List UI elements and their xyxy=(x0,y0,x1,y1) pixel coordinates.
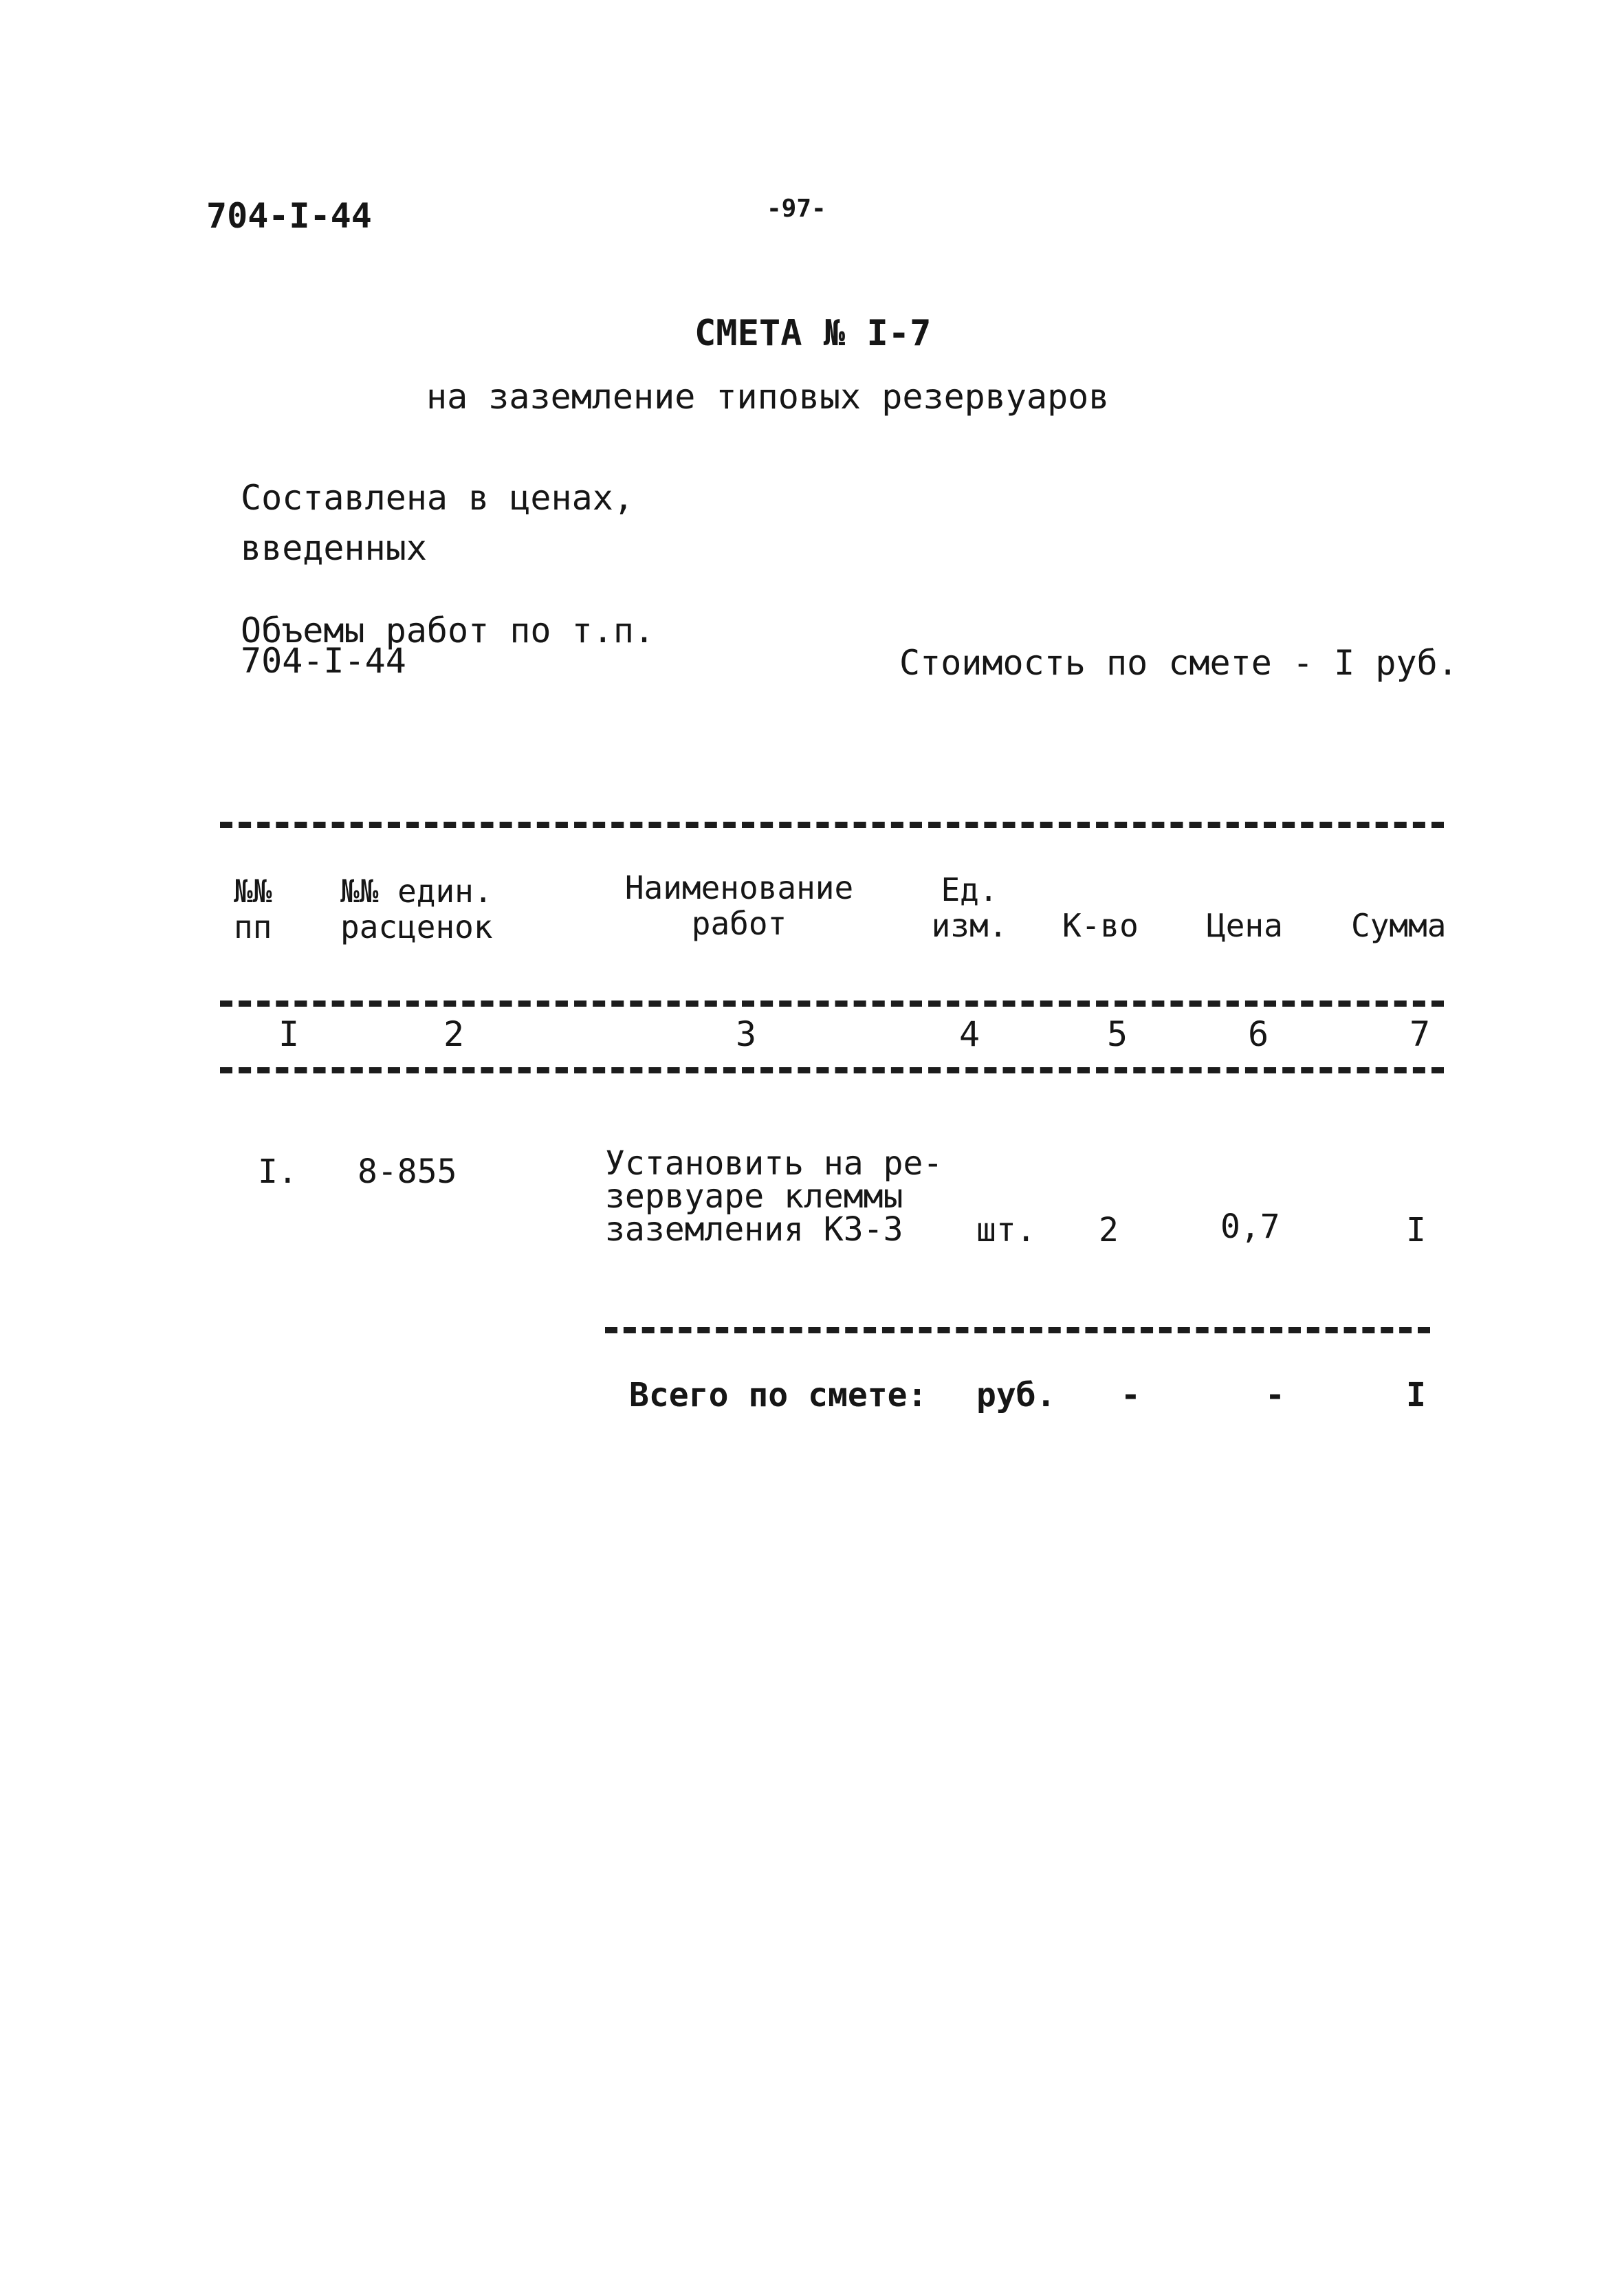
table-top-rule xyxy=(220,822,1444,828)
table-row-1-price: 0,7 xyxy=(1220,1207,1280,1246)
page-number: -97- xyxy=(767,195,826,223)
column-number-4: 4 xyxy=(958,1014,980,1054)
column-number-5: 5 xyxy=(1106,1014,1128,1054)
table-row-1-name-line3: заземления КЗ-3 xyxy=(605,1210,903,1249)
column-number-3: 3 xyxy=(735,1014,757,1054)
column-number-6: 6 xyxy=(1247,1014,1269,1054)
table-row-1-name xyxy=(605,1144,943,1249)
header-col1-line2: пп xyxy=(234,908,272,945)
table-row-1-num: I. xyxy=(258,1152,298,1191)
header-col6: Цена xyxy=(1207,907,1283,944)
total-price: - xyxy=(1265,1376,1285,1414)
column-number-2: 2 xyxy=(443,1014,465,1054)
document-title: СМЕТА № I-7 xyxy=(694,313,932,354)
column-number-7: 7 xyxy=(1409,1014,1431,1054)
header-col2 xyxy=(340,873,493,945)
volumes-note-line2: 704-I-44 xyxy=(241,641,406,681)
column-number-1: I xyxy=(278,1014,300,1054)
header-col2-line2: расценок xyxy=(340,908,493,945)
header-col1-line1: №№ xyxy=(234,873,272,910)
document-code: 704-I-44 xyxy=(206,196,372,236)
table-row-1-name-line2: зервуаре клеммы xyxy=(605,1177,903,1216)
prices-note-line1: Составлена в ценах, xyxy=(241,478,634,518)
header-col3-line2: работ xyxy=(691,905,787,942)
header-col3 xyxy=(605,870,873,941)
header-col3-line1: Наименование xyxy=(624,869,854,906)
document-subtitle: на заземление типовых резервуаров xyxy=(426,377,1110,417)
header-col4-line2: изм. xyxy=(931,907,1008,944)
header-col5: К-во xyxy=(1062,907,1139,944)
total-label: Всего по смете: xyxy=(629,1376,928,1414)
column-numbers-top-rule xyxy=(220,1001,1444,1007)
table-row-1-unit: шт. xyxy=(976,1211,1036,1249)
total-unit: руб. xyxy=(976,1376,1056,1414)
total-sum: I xyxy=(1406,1376,1426,1414)
header-col4 xyxy=(925,872,1014,943)
header-col1 xyxy=(234,873,272,945)
header-col2-line1: №№ един. xyxy=(340,873,493,910)
header-col7: Сумма xyxy=(1351,907,1447,944)
estimate-cost: Стоимость по смете - I руб. xyxy=(899,643,1458,683)
prices-note-line2: введенных xyxy=(241,528,427,568)
table-row-1-qty: 2 xyxy=(1099,1211,1119,1249)
header-col4-line1: Ед. xyxy=(941,871,998,908)
table-row-1-sum: I xyxy=(1406,1211,1426,1249)
table-row-1-code: 8-855 xyxy=(358,1152,457,1191)
column-numbers-bottom-rule xyxy=(220,1067,1444,1073)
total-qty: - xyxy=(1121,1376,1141,1414)
volumes-note-line1: Объемы работ по т.п. xyxy=(241,611,655,651)
total-rule xyxy=(605,1327,1430,1333)
table-row-1-name-line1: Установить на ре- xyxy=(605,1144,943,1183)
